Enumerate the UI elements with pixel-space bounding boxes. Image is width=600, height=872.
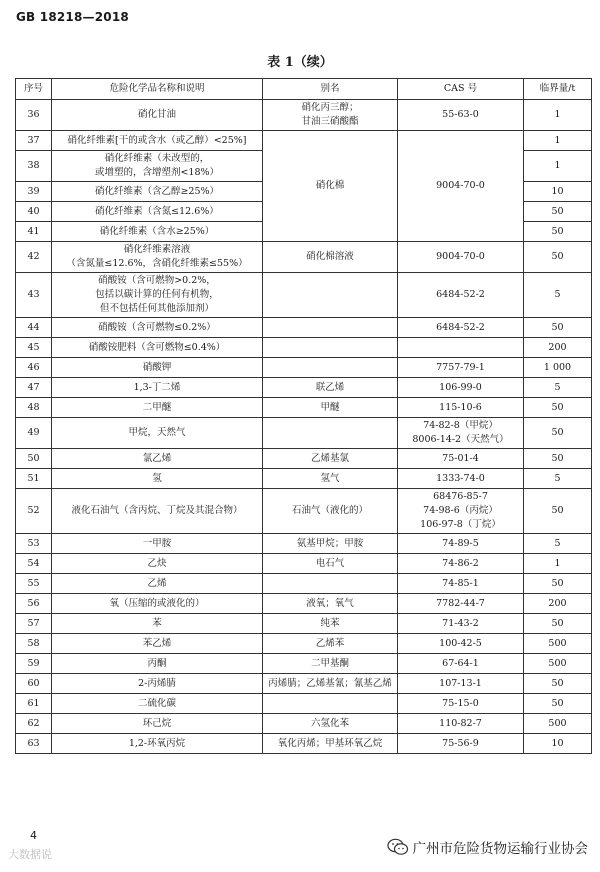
cell-cas: 110-82-7 [398, 714, 524, 734]
cell-seq: 43 [16, 273, 52, 318]
cell-threshold: 50 [524, 318, 592, 338]
cell-threshold: 200 [524, 338, 592, 358]
cell-alias: 丙烯腈；乙烯基氰；氰基乙烯 [263, 674, 398, 694]
cell-seq: 39 [16, 182, 52, 202]
watermark-right [385, 837, 591, 857]
cell-name: 二甲醚 [52, 398, 263, 418]
cell-alias: 六氢化苯 [263, 714, 398, 734]
cell-threshold: 50 [524, 574, 592, 594]
cell-seq: 48 [16, 398, 52, 418]
cell-alias: 氧化丙烯；甲基环氧乙烷 [263, 734, 398, 754]
header-threshold: 临界量/t [524, 79, 592, 100]
header-seq: 序号 [16, 79, 52, 100]
cell-cas: 68476-85-7 74-98-6（丙烷） 106-97-8（丁烷） [398, 489, 524, 534]
cell-alias [263, 273, 398, 318]
cell-threshold: 50 [524, 449, 592, 469]
cell-cas: 75-01-4 [398, 449, 524, 469]
cell-alias: 电石气 [263, 554, 398, 574]
cell-seq: 50 [16, 449, 52, 469]
cell-threshold: 50 [524, 418, 592, 449]
cell-seq: 49 [16, 418, 52, 449]
cell-cas: 9004-70-0 [398, 242, 524, 273]
cell-name: 1,3-丁二烯 [52, 378, 263, 398]
cell-cas: 71-43-2 [398, 614, 524, 634]
cell-name: 硝化纤维素（含水≥25%） [52, 222, 263, 242]
wechat-icon [387, 838, 409, 856]
cell-name: 硝酸铵（含可燃物>0.2%， 包括以碳计算的任何有机物， 但不包括任何其他添加剂） [52, 273, 263, 318]
cell-name: 硝酸钾 [52, 358, 263, 378]
cell-seq: 61 [16, 694, 52, 714]
cell-seq: 55 [16, 574, 52, 594]
cell-name: 硝化甘油 [52, 100, 263, 131]
cell-cas: 115-10-6 [398, 398, 524, 418]
cell-name: 二硫化碳 [52, 694, 263, 714]
table-row [16, 489, 592, 534]
cell-alias: 联乙烯 [263, 378, 398, 398]
cell-alias: 乙烯苯 [263, 634, 398, 654]
cell-threshold: 50 [524, 202, 592, 222]
cell-alias [263, 418, 398, 449]
table-row [16, 714, 592, 734]
cell-seq: 37 [16, 131, 52, 151]
cell-cas: 7757-79-1 [398, 358, 524, 378]
cell-name: 硝化纤维素（含乙醇≥25%） [52, 182, 263, 202]
cell-seq: 56 [16, 594, 52, 614]
cell-threshold: 50 [524, 489, 592, 534]
header-alias: 别名 [263, 79, 398, 100]
cell-name: 一甲胺 [52, 534, 263, 554]
cell-threshold: 1 000 [524, 358, 592, 378]
cell-name: 氢 [52, 469, 263, 489]
cell-alias [263, 318, 398, 338]
cell-name: 1,2-环氧丙烷 [52, 734, 263, 754]
cell-seq: 46 [16, 358, 52, 378]
cell-seq: 44 [16, 318, 52, 338]
cell-seq: 63 [16, 734, 52, 754]
cell-seq: 42 [16, 242, 52, 273]
table-row [16, 654, 592, 674]
cell-name: 硝化纤维素（未改型的， 或增塑的，含增塑剂<18%） [52, 151, 263, 182]
cell-alias [263, 694, 398, 714]
table-row [16, 318, 592, 338]
table-row [16, 614, 592, 634]
cell-name: 2-丙烯腈 [52, 674, 263, 694]
cell-threshold: 1 [524, 131, 592, 151]
cell-name: 环己烷 [52, 714, 263, 734]
watermark-left: 大数据说 [8, 848, 52, 861]
cell-name: 硝酸铵（含可燃物≤0.2%） [52, 318, 263, 338]
table-row [16, 398, 592, 418]
table-header-row [16, 79, 592, 100]
cell-name: 液化石油气（含丙烷、丁烷及其混合物） [52, 489, 263, 534]
cell-threshold: 1 [524, 151, 592, 182]
cell-seq: 51 [16, 469, 52, 489]
watermark-right-text: 广州市危险货物运输行业协会 [412, 841, 588, 857]
cell-seq: 45 [16, 338, 52, 358]
cell-cas-merged: 9004-70-0 [398, 131, 524, 242]
cell-cas: 74-82-8（甲烷） 8006-14-2（天然气） [398, 418, 524, 449]
cell-threshold: 500 [524, 714, 592, 734]
cell-alias-merged: 硝化棉 [263, 131, 398, 242]
cell-threshold: 1 [524, 100, 592, 131]
cell-alias: 二甲基酮 [263, 654, 398, 674]
cell-threshold: 1 [524, 554, 592, 574]
cell-name: 氧（压缩的或液化的） [52, 594, 263, 614]
table-row [16, 338, 592, 358]
cell-threshold: 10 [524, 182, 592, 202]
cell-seq: 58 [16, 634, 52, 654]
cell-name: 硝酸铵肥料（含可燃物≤0.4%） [52, 338, 263, 358]
table-row [16, 449, 592, 469]
cell-cas: 67-64-1 [398, 654, 524, 674]
cell-seq: 60 [16, 674, 52, 694]
cell-seq: 53 [16, 534, 52, 554]
cell-threshold: 5 [524, 534, 592, 554]
cell-cas: 7782-44-7 [398, 594, 524, 614]
cell-cas: 6484-52-2 [398, 318, 524, 338]
cell-seq: 52 [16, 489, 52, 534]
cell-alias: 硝化丙三醇； 甘油三硝酸酯 [263, 100, 398, 131]
cell-threshold: 500 [524, 634, 592, 654]
table-row [16, 534, 592, 554]
cell-name: 硝化纤维素溶液 （含氮量≤12.6%，含硝化纤维素≤55%） [52, 242, 263, 273]
table-row [16, 734, 592, 754]
table-row [16, 378, 592, 398]
table-row [16, 554, 592, 574]
cell-threshold: 50 [524, 222, 592, 242]
table-title: 表 1（续） [267, 55, 333, 70]
header-cas: CAS 号 [398, 79, 524, 100]
cell-cas: 55-63-0 [398, 100, 524, 131]
cell-alias: 液氧；氧气 [263, 594, 398, 614]
cell-seq: 57 [16, 614, 52, 634]
cell-cas: 74-85-1 [398, 574, 524, 594]
hazard-table [15, 78, 592, 754]
cell-threshold: 5 [524, 378, 592, 398]
cell-cas: 107-13-1 [398, 674, 524, 694]
cell-seq: 36 [16, 100, 52, 131]
table-row [16, 469, 592, 489]
table-row [16, 131, 592, 151]
cell-alias: 氨基甲烷；甲胺 [263, 534, 398, 554]
table-row [16, 694, 592, 714]
cell-name: 苯乙烯 [52, 634, 263, 654]
cell-seq: 62 [16, 714, 52, 734]
table-row [16, 594, 592, 614]
table-row [16, 358, 592, 378]
cell-alias: 甲醚 [263, 398, 398, 418]
cell-alias [263, 574, 398, 594]
cell-alias: 氢气 [263, 469, 398, 489]
cell-cas: 74-89-5 [398, 534, 524, 554]
cell-threshold: 200 [524, 594, 592, 614]
cell-seq: 41 [16, 222, 52, 242]
cell-threshold: 50 [524, 694, 592, 714]
table-row [16, 100, 592, 131]
cell-alias: 纯苯 [263, 614, 398, 634]
table-row [16, 273, 592, 318]
cell-threshold: 50 [524, 674, 592, 694]
cell-cas: 6484-52-2 [398, 273, 524, 318]
cell-alias [263, 338, 398, 358]
header-name: 危险化学品名称和说明 [52, 79, 263, 100]
cell-seq: 54 [16, 554, 52, 574]
cell-alias: 乙烯基氯 [263, 449, 398, 469]
cell-cas: 100-42-5 [398, 634, 524, 654]
cell-name: 硝化纤维素[干的或含水（或乙醇）<25%] [52, 131, 263, 151]
cell-seq: 38 [16, 151, 52, 182]
cell-threshold: 50 [524, 242, 592, 273]
cell-name: 甲烷，天然气 [52, 418, 263, 449]
cell-cas: 75-15-0 [398, 694, 524, 714]
cell-name: 乙烯 [52, 574, 263, 594]
cell-threshold: 50 [524, 398, 592, 418]
cell-threshold: 5 [524, 273, 592, 318]
cell-seq: 40 [16, 202, 52, 222]
cell-cas: 75-56-9 [398, 734, 524, 754]
table-row [16, 242, 592, 273]
cell-cas: 74-86-2 [398, 554, 524, 574]
cell-cas: 1333-74-0 [398, 469, 524, 489]
table-row [16, 418, 592, 449]
cell-name: 硝化纤维素（含氮≤12.6%） [52, 202, 263, 222]
table-row [16, 674, 592, 694]
cell-alias: 石油气（液化的） [263, 489, 398, 534]
cell-seq: 59 [16, 654, 52, 674]
standard-code: GB 18218—2018 [16, 10, 129, 24]
cell-name: 乙炔 [52, 554, 263, 574]
cell-threshold: 500 [524, 654, 592, 674]
cell-threshold: 10 [524, 734, 592, 754]
cell-cas: 106-99-0 [398, 378, 524, 398]
cell-name: 苯 [52, 614, 263, 634]
cell-cas [398, 338, 524, 358]
table-row [16, 574, 592, 594]
page-number: 4 [30, 829, 37, 842]
cell-alias: 硝化棉溶液 [263, 242, 398, 273]
cell-threshold: 50 [524, 614, 592, 634]
cell-alias [263, 358, 398, 378]
cell-name: 丙酮 [52, 654, 263, 674]
cell-threshold: 5 [524, 469, 592, 489]
cell-seq: 47 [16, 378, 52, 398]
cell-name: 氯乙烯 [52, 449, 263, 469]
table-row [16, 634, 592, 654]
